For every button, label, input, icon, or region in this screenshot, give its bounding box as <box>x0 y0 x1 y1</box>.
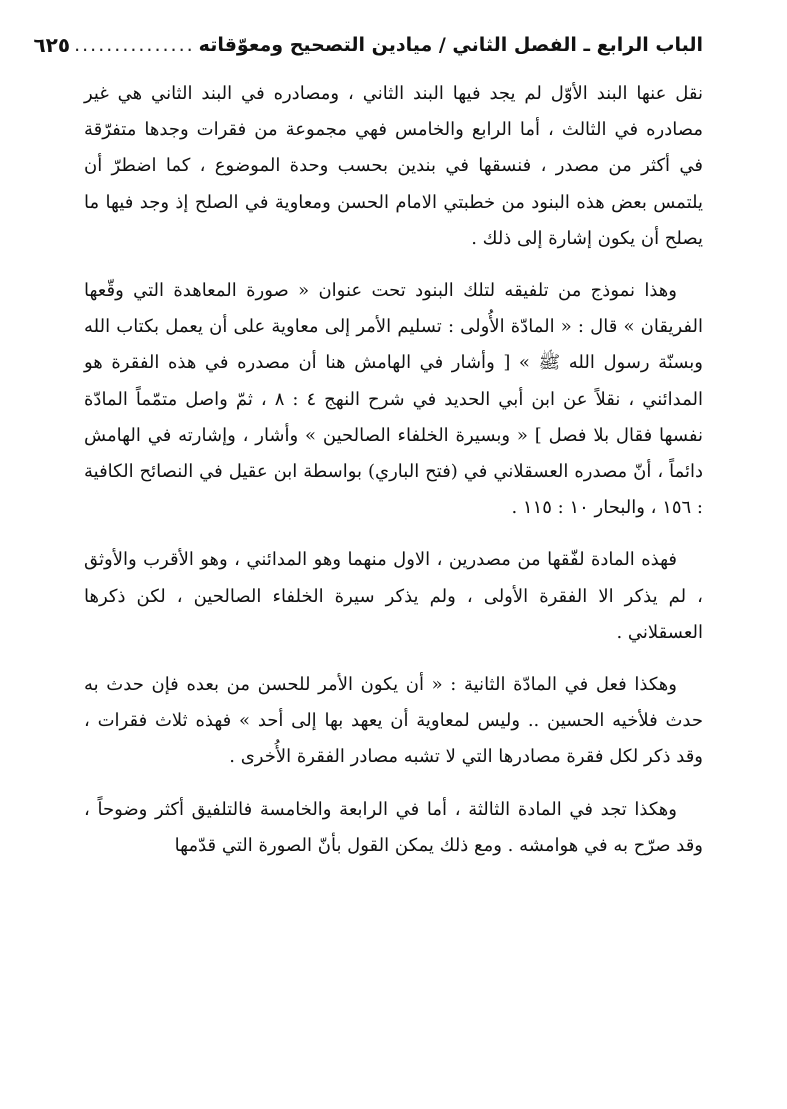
paragraph-2: وهذا نموذج من تلفيقه لتلك البنود تحت عنوان « صورة المعاهدة التي وقّعها الفريقان » قال : « المادّة الأُولى : تسليم الأمر إلى معاوية على أن يعمل بكتاب الله وبسنّة رسول الله ﷺ » [ وأشار في الهامش هنا أن مصدره في هذه الفقرة هو المدائني ، نقلاً عن ابن أبي الحديد في شرح النهج ٤ : ٨ ، ثمّ واصل متمّماً المادّة نفسها فقال بلا فصل ] « وبسيرة الخلفاء الصالحين » وأشار ، وإشارته في الهامش دائماً ، أنّ مصدره العسقلاني في (فتح الباري) بواسطة ابن عقيل في النصائح الكافية : ١٥٦ ، والبحار ١٠ : ١١٥ . <box>84 280 704 519</box>
paragraph-5: وهكذا تجد في المادة الثالثة ، أما في الرابعة والخامسة فالتلفيق أكثر وضوحاً ، وقد صرّح به في هوامشه . ومع ذلك يمكن القول بأنّ الصورة التي قدّمها <box>84 798 703 856</box>
page-number: ٦٢٥ <box>33 33 71 57</box>
leader-dots: ............... <box>74 34 195 56</box>
body-text <box>84 76 703 880</box>
paragraph-1: نقل عنها البند الأوّل لم يجد فيها البند الثاني ، ومصادره في البند الثاني هي غير مصادره في الثالث ، أما الرابع والخامس فهي مجموعة من فقرات وجدها متفرّقة في أكثر من مصدر ، فنسقها في بندين بحسب وحدة الموضوع ، كما اضطرّ أن يلتمس بعض هذه البنود من خطبتي الامام الحسن ومعاوية في الصلح إذ وجد فيها ما يصلح أن يكون إشارة إلى ذلك . <box>84 83 703 249</box>
paragraph-4: وهكذا فعل في المادّة الثانية : « أن يكون الأمر للحسن من بعده فإن حدث به حدث فلأخيه الحسين .. وليس لمعاوية أن يعهد بها إلى أحد » فهذه ثلاث فقرات ، وقد ذكر لكل فقرة مصادرها التي لا تشبه مصادر الفقرة الأُخرى . <box>84 674 703 768</box>
running-header <box>33 28 703 62</box>
chapter-title: الباب الرابع ـ الفصل الثاني / ميادين التصحيح ومعوّقاته <box>198 34 703 56</box>
paragraph-3: فهذه المادة لفّقها من مصدرين ، الاول منهما وهو المدائني ، وهو الأقرب والأوثق ، لم يذكر الا الفقرة الأولى ، ولم يذكر سيرة الخلفاء الصالحين ، لكن ذكرها العسقلاني . <box>84 549 703 643</box>
